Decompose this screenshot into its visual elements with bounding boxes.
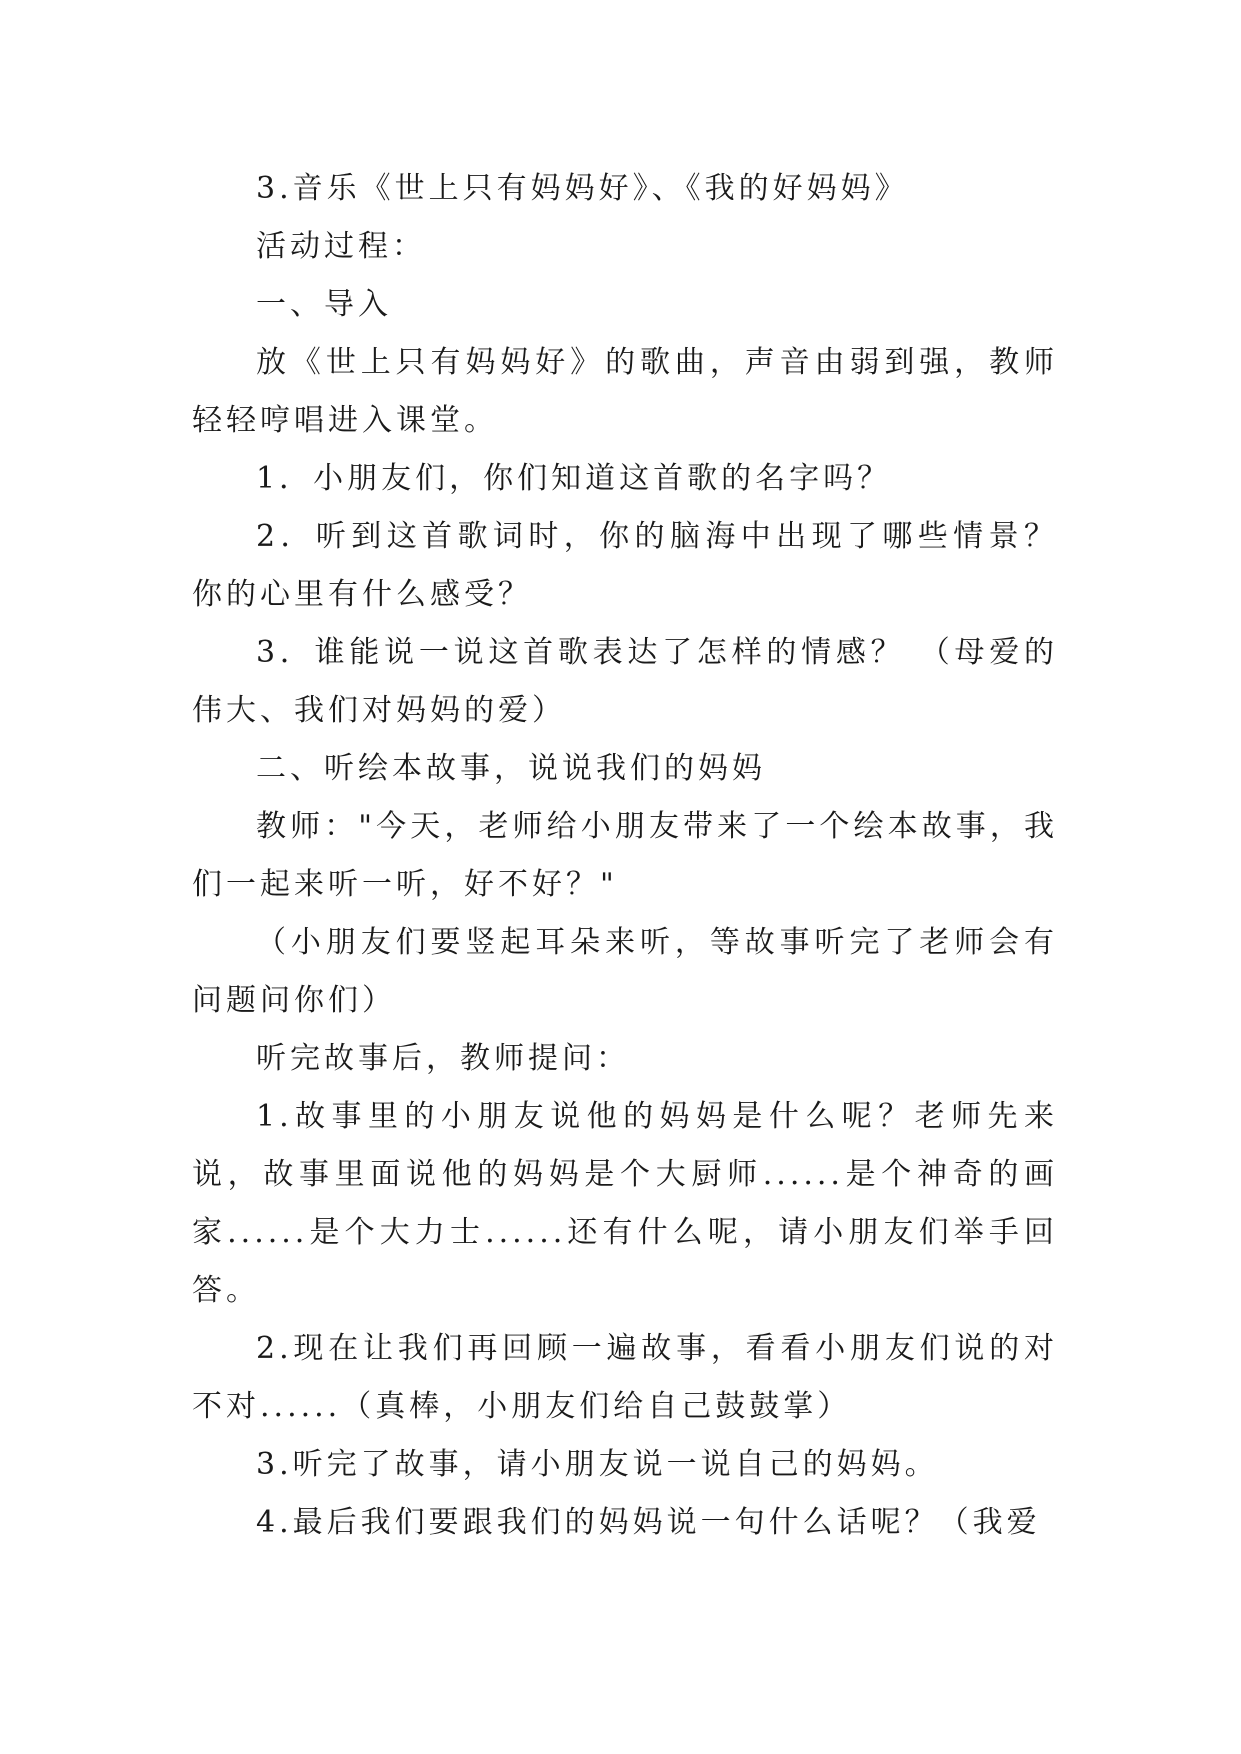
paragraph-intro-description: 放《世上只有妈妈好》的歌曲，声音由弱到强，教师轻轻哼唱进入课堂。 (192, 345, 1058, 438)
paragraph-after-story-heading: 听完故事后，教师提问： (256, 1041, 630, 1076)
paragraph-section-story-heading: 二、听绘本故事，说说我们的妈妈 (256, 751, 766, 786)
paragraph-materials-music: 3.音乐《世上只有妈妈好》、《我的好妈妈》 (256, 171, 909, 206)
paragraph-teacher-quote: 教师："今天，老师给小朋友带来了一个绘本故事，我们一起来听一听，好不好？" (192, 809, 1058, 902)
paragraph-story-question-1: 1.故事里的小朋友说他的妈妈是什么呢？老师先来说，故事里面说他的妈妈是个大厨师......是个神奇的画家......是个大力士......还有什么呢，请小朋友们举手回答。 (192, 1099, 1058, 1308)
paragraph-question-1: 1．小朋友们，你们知道这首歌的名字吗？ (256, 461, 892, 496)
paragraph-story-question-3: 3.听完了故事，请小朋友说一说自己的妈妈。 (256, 1447, 939, 1482)
document-body (192, 160, 1058, 1552)
paragraph-story-question-4: 4.最后我们要跟我们的妈妈说一句什么话呢？（我爱 (256, 1505, 1041, 1540)
paragraph-activity-process-heading: 活动过程： (256, 229, 426, 264)
paragraph-story-question-2: 2.现在让我们再回顾一遍故事，看看小朋友们说的对不对......（真棒，小朋友们给自己鼓鼓掌） (192, 1331, 1058, 1424)
paragraph-question-2: 2．听到这首歌词时，你的脑海中出现了哪些情景？你的心里有什么感受？ (192, 519, 1058, 612)
paragraph-section-intro-heading: 一、导入 (256, 287, 392, 322)
paragraph-question-3: 3．谁能说一说这首歌表达了怎样的情感？ （母爱的伟大、我们对妈妈的爱） (192, 635, 1058, 728)
paragraph-listen-note: （小朋友们要竖起耳朵来听，等故事听完了老师会有问题问你们） (192, 925, 1058, 1018)
